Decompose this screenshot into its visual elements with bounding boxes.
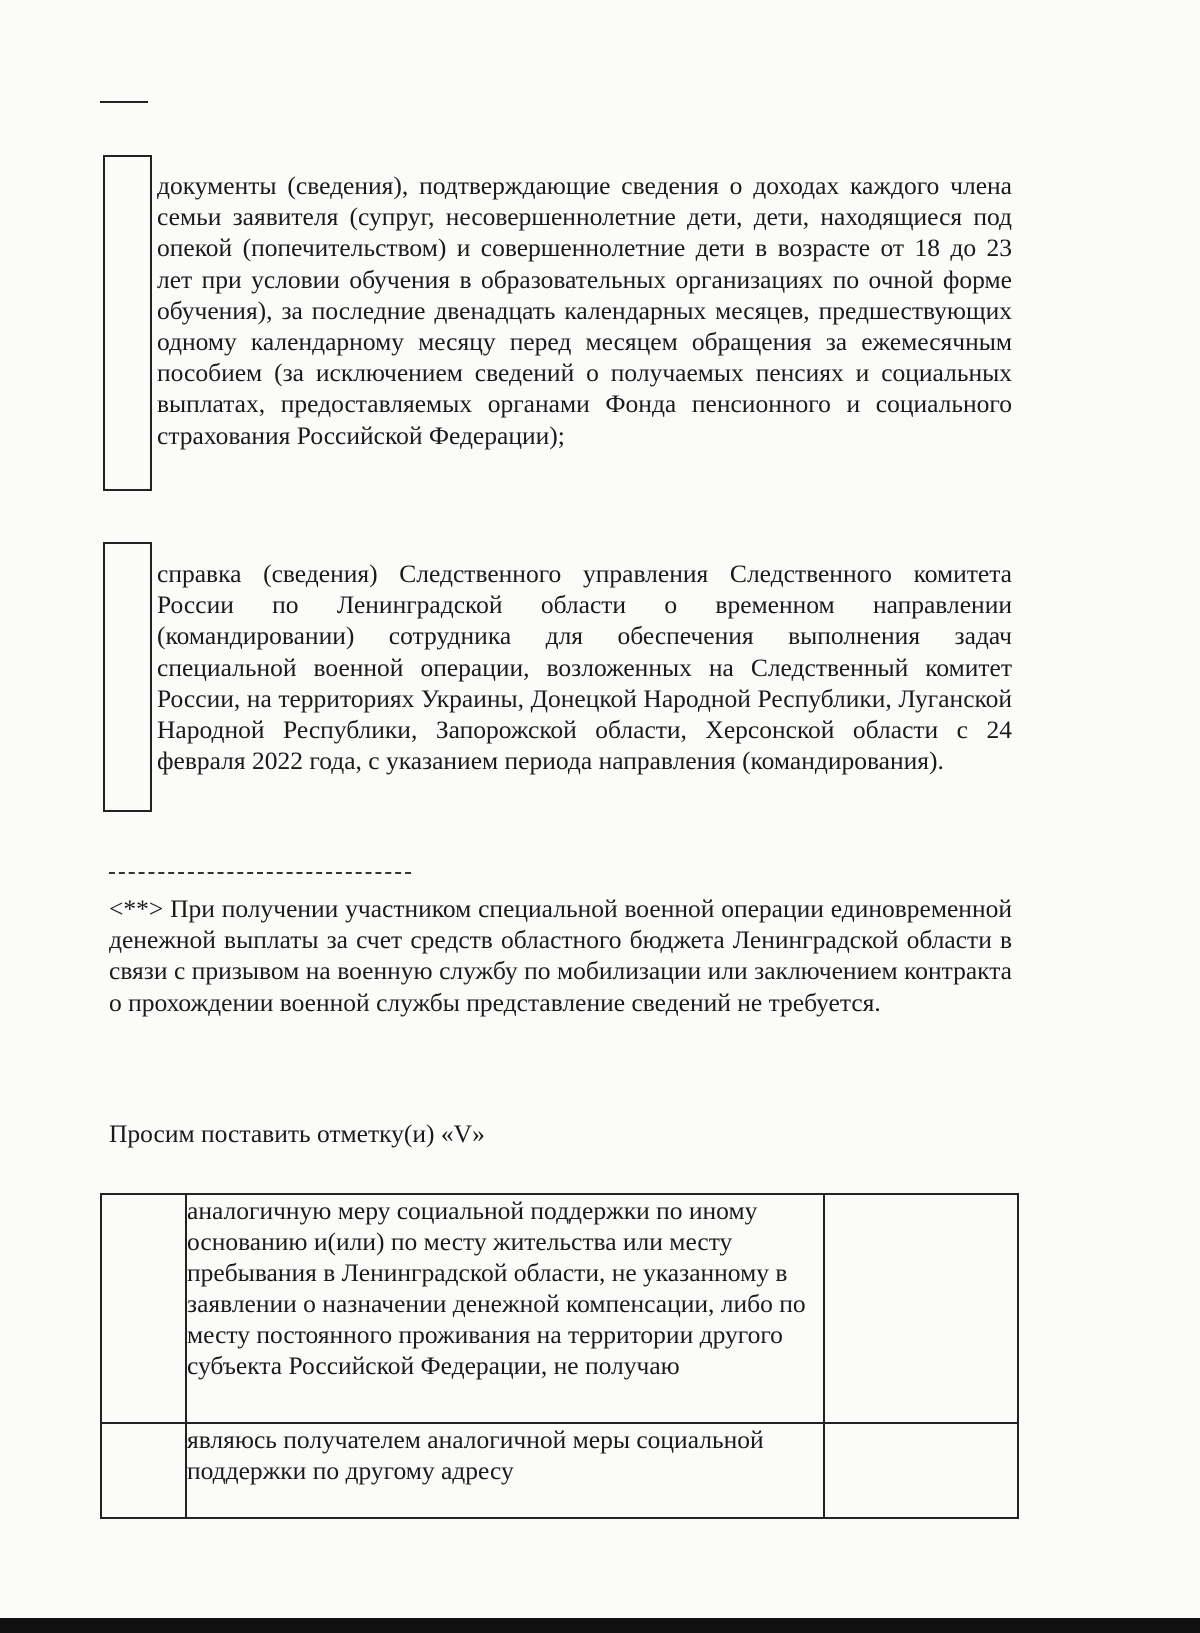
checkbox-income-documents[interactable] (103, 155, 152, 491)
mark-cell-not-receiving[interactable] (101, 1194, 186, 1423)
table-row (101, 1194, 1018, 1423)
footnote-divider (109, 872, 411, 874)
mark-cell-recipient-other-address[interactable] (101, 1423, 186, 1518)
option-not-receiving-text: аналогичную меру социальной поддержки по иному основанию и(или) по месту жительства или месту пребывания в Ленинградской области, не указанному в заявлении о назначении денежной компенсации, либо по месту постоянного проживания на территории другого субъекта Российской Федерации, не получаю (186, 1194, 824, 1423)
checkbox-assignment-certificate[interactable] (103, 542, 152, 812)
top-rule (100, 101, 148, 103)
item-income-documents-text: документы (сведения), подтверждающие сведения о доходах каждого члена семьи заявителя (супруг, несовершеннолетние дети, дети, находящиеся под опекой (попечительством) и совершеннолетние дети в возрасте от 18 до 23 лет при условии обучения в образовательных организациях по очной форме обучения), за последние двенадцать календарных месяцев, предшествующих одному календарному месяцу перед месяцем обращения за ежемесячным пособием (за исключением сведений о получаемых пенсиях и социальных выплатах, предоставляемых органами Фонда пенсионного и социального страхования Российской Федерации); (157, 171, 1012, 450)
mark-table (100, 1193, 1019, 1519)
note-cell-not-receiving[interactable] (824, 1194, 1018, 1423)
scan-bottom-edge (0, 1618, 1200, 1633)
table-row (101, 1423, 1018, 1518)
item-assignment-certificate-text: справка (сведения) Следственного управления Следственного комитета России по Ленинградской области о временном направлении (командировании) сотрудника для обеспечения выполнения задач специальной военной операции, возложенных на Следственный комитет России, на территориях Украины, Донецкой Народной Республики, Луганской Народной Республики, Запорожской области, Херсонской области с 24 февраля 2022 года, с указанием периода направления (командирования). (157, 559, 1012, 776)
option-recipient-other-address-text: являюсь получателем аналогичной меры социальной поддержки по другому адресу (186, 1423, 824, 1518)
note-cell-recipient-other-address[interactable] (824, 1423, 1018, 1518)
footnote-text: <**> При получении участником специальной военной операции единовременной денежной выплаты за счет средств областного бюджета Ленинградской области в связи с призывом на военную службу по мобилизации или заключением контракта о прохождении военной службы представление сведений не требуется. (109, 894, 1012, 1017)
request-mark-label: Просим поставить отметку(и) «V» (109, 1119, 485, 1148)
